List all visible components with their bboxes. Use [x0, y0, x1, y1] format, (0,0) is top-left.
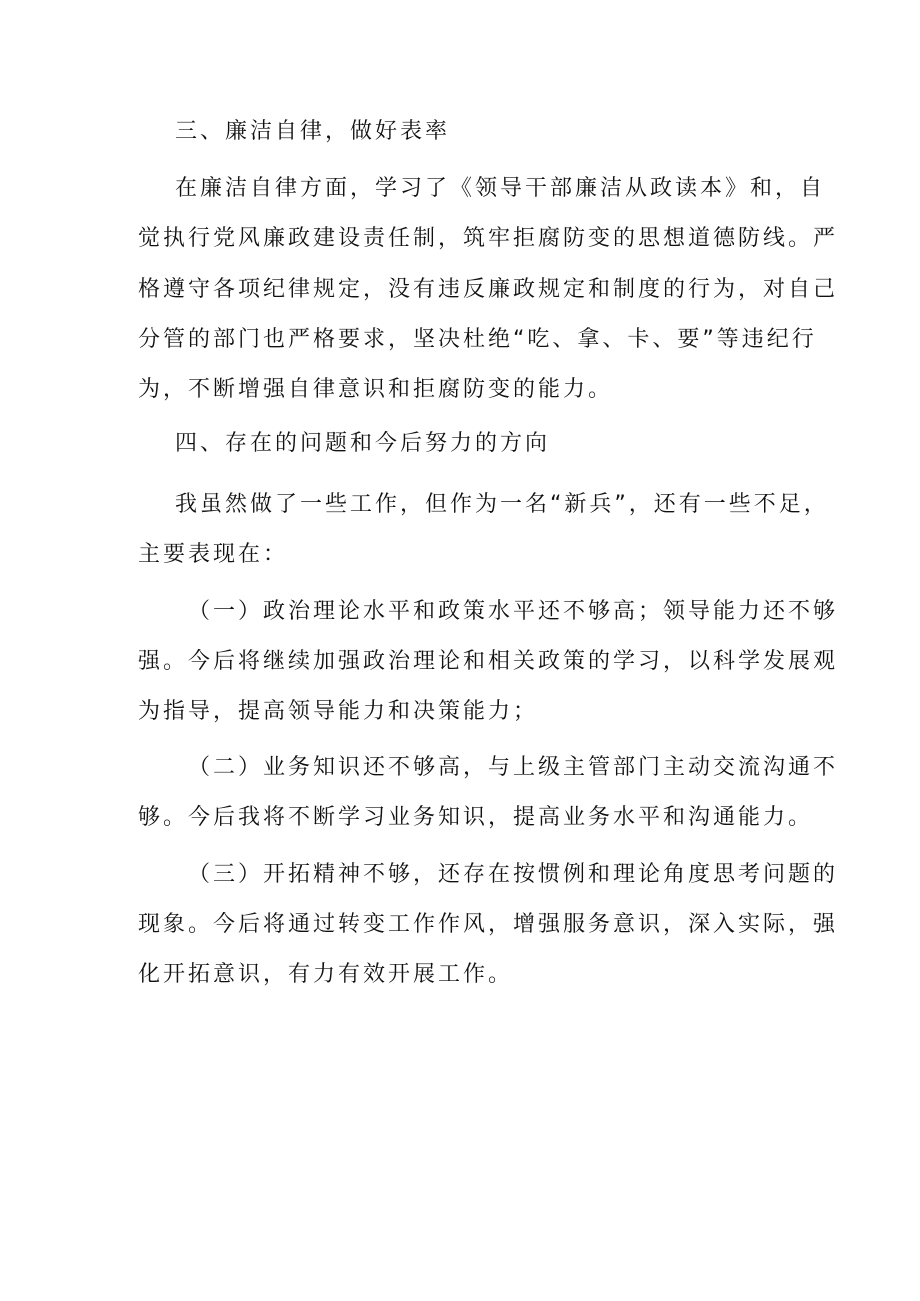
paragraph-line: 为，不断增强自律意识和拒腐防变的能力。	[138, 377, 614, 402]
section-heading-4: 四、存在的问题和今后努力的方向	[175, 431, 551, 456]
paragraph-line: 在廉洁自律方面，学习了《领导干部廉洁从政读本》和，自	[175, 176, 826, 201]
paragraph-line: 觉执行党风廉政建设责任制，筑牢拒腐防变的思想道德防线。严	[138, 226, 839, 251]
list-item-line: 够。今后我将不断学习业务知识，提高业务水平和沟通能力。	[138, 805, 814, 830]
section-heading-3: 三、廉洁自律，做好表率	[175, 119, 451, 144]
list-item-line: 化开拓意识，有力有效开展工作。	[138, 962, 514, 987]
list-item-line: 现象。今后将通过转变工作作风，增强服务意识，深入实际，强	[138, 912, 839, 937]
paragraph-line: 主要表现在：	[138, 542, 289, 567]
list-item-line: （二）业务知识还不够高，与上级主管部门主动交流沟通不	[188, 755, 839, 780]
list-item-line: 为指导，提高领导能力和决策能力；	[138, 699, 539, 724]
list-item-line: 强。今后将继续加强政治理论和相关政策的学习，以科学发展观	[138, 649, 839, 674]
paragraph-line: 分管的部门也严格要求，坚决杜绝“吃、拿、卡、要”等违纪行	[138, 327, 817, 352]
list-item-line: （一）政治理论水平和政策水平还不够高；领导能力还不够	[188, 599, 839, 624]
paragraph-line: 我虽然做了一些工作，但作为一名“新兵”，还有一些不足，	[175, 492, 829, 517]
list-item-line: （三）开拓精神不够，还存在按惯例和理论角度思考问题的	[188, 862, 839, 887]
paragraph-line: 格遵守各项纪律规定，没有违反廉政规定和制度的行为，对自己	[138, 277, 839, 302]
